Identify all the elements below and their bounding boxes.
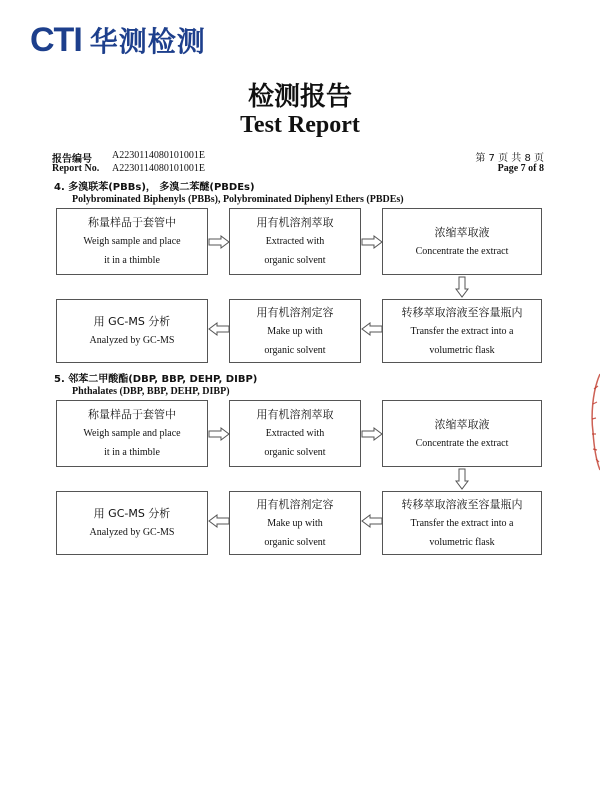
flow-step-weigh (56, 208, 208, 275)
page-number-en: Page 7 of 8 (497, 163, 544, 174)
flow-step-transfer (382, 299, 542, 363)
arrow-left-icon (208, 322, 230, 336)
step-en: Extracted with (265, 236, 325, 247)
step-en: Make up with (267, 325, 323, 337)
arrow-left-icon (361, 514, 383, 528)
step-cn: 用有机溶剂萃取 (256, 216, 334, 229)
flow-step-analyze (56, 491, 208, 555)
report-no-label-en: Report No. (52, 163, 100, 174)
page-title-cn: 检测报告 (247, 82, 352, 112)
step-en-2: volumetric flask (429, 344, 495, 356)
report-no-label-cn: 报告编号 (52, 154, 92, 165)
report-no-value-cn: A2230114080101001E (112, 150, 205, 161)
step-en-2: organic solvent (264, 255, 326, 266)
arrow-right-icon (361, 235, 383, 249)
arrow-right-icon (361, 427, 383, 441)
step-en: Concentrate the extract (415, 437, 509, 449)
page-title-en: Test Report (240, 112, 360, 138)
arrow-right-icon (208, 235, 230, 249)
arrow-down-icon (455, 468, 469, 490)
step-en-2: it in a thimble (104, 447, 160, 458)
flow-step-analyze (56, 299, 208, 363)
step-en: Weigh sample and place (83, 236, 181, 247)
page-number-cn: 第 7 页 共 8 页 (475, 153, 544, 164)
step-cn: 用 GC-MS 分析 (93, 315, 171, 328)
step-en: Weigh sample and place (83, 428, 181, 439)
logo-latin: CTI (30, 20, 82, 59)
step-cn: 转移萃取溶液至容量瓶内 (401, 497, 523, 511)
step-en-2: it in a thimble (104, 255, 160, 266)
step-en: Transfer the extract into a (410, 325, 514, 337)
flow-step-make-up (229, 491, 361, 555)
arrow-down-icon (455, 276, 469, 298)
flow-step-weigh (56, 400, 208, 467)
step-cn: 称量样品于套管中 (88, 408, 176, 421)
step-en-2: volumetric flask (429, 536, 495, 548)
step-en: Extracted with (265, 428, 325, 439)
step-cn: 浓缩萃取液 (434, 417, 490, 431)
red-stamp-seal (588, 372, 600, 472)
arrow-right-icon (208, 427, 230, 441)
step-en: Analyzed by GC-MS (89, 335, 175, 346)
step-cn: 用有机溶剂定容 (256, 305, 334, 319)
flow-step-make-up (229, 299, 361, 363)
section-5-subheading: Phthalates (DBP, BBP, DEHP, DIBP) (72, 386, 230, 397)
step-cn: 转移萃取溶液至容量瓶内 (401, 305, 523, 319)
arrow-left-icon (361, 322, 383, 336)
flow-step-concentrate (382, 208, 542, 275)
step-cn: 浓缩萃取液 (434, 225, 490, 239)
logo-chinese: 华测检测 (89, 25, 206, 58)
flow-step-transfer (382, 491, 542, 555)
report-no-value-en: A2230114080101001E (112, 163, 205, 174)
flow-step-concentrate (382, 400, 542, 467)
step-en: Concentrate the extract (415, 245, 509, 257)
step-cn: 用有机溶剂定容 (256, 497, 334, 511)
step-cn: 用 GC-MS 分析 (93, 507, 171, 520)
flow-step-extract (229, 400, 361, 467)
section-5-heading: 5. 邻苯二甲酸酯(DBP, BBP, DEHP, DIBP) (54, 374, 258, 385)
step-cn: 用有机溶剂萃取 (256, 408, 334, 421)
company-logo (30, 20, 206, 60)
flow-step-extract (229, 208, 361, 275)
step-en-2: organic solvent (264, 536, 326, 548)
step-en-2: organic solvent (264, 447, 326, 458)
step-cn: 称量样品于套管中 (88, 216, 176, 229)
step-en: Transfer the extract into a (410, 517, 514, 529)
section-4-subheading: Polybrominated Biphenyls (PBBs), Polybrominated Diphenyl Ethers (PBDEs) (72, 194, 404, 205)
step-en: Analyzed by GC-MS (89, 527, 175, 538)
step-en: Make up with (267, 517, 323, 529)
section-4-heading: 4. 多溴联苯(PBBs)， 多溴二苯醚(PBDEs) (54, 182, 255, 193)
arrow-left-icon (208, 514, 230, 528)
step-en-2: organic solvent (264, 344, 326, 356)
